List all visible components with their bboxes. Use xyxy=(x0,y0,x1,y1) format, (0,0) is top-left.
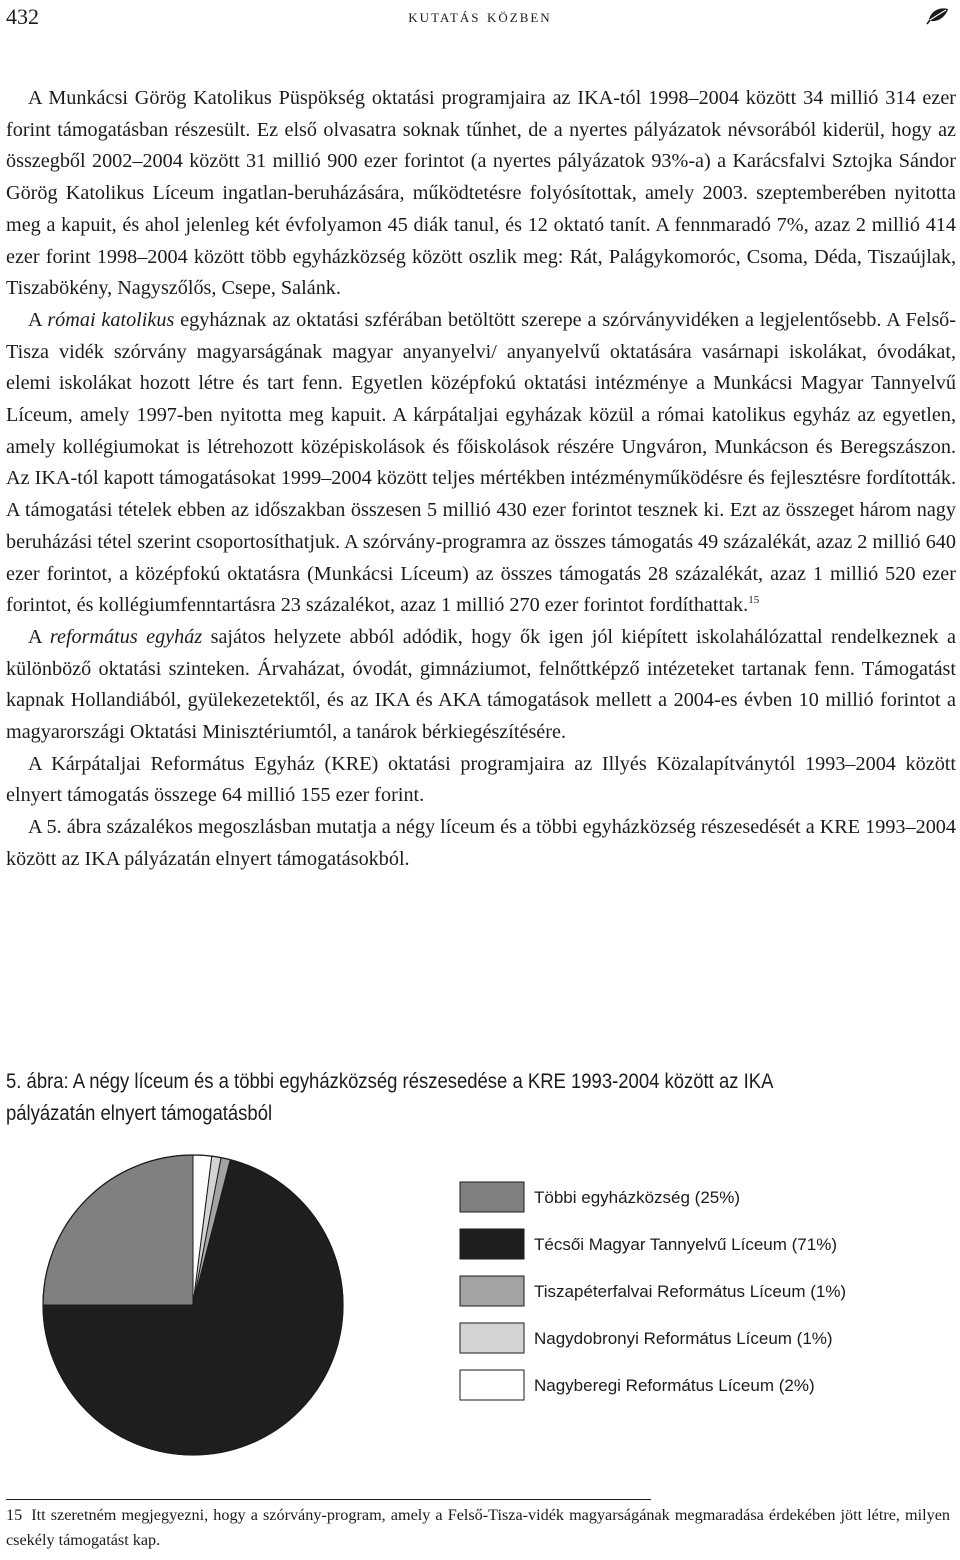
legend-swatch xyxy=(460,1229,524,1259)
paragraph-reformed xyxy=(6,622,956,749)
legend-label: Nagyberegi Református Líceum (2%) xyxy=(534,1376,815,1395)
legend-label: Többi egyházközség (25%) xyxy=(534,1188,741,1207)
paragraph-text: egyháznak az oktatási szférában betöltött szerepe a szórványvidéken a legjelentősebb. A Felső-Tisza vidék szórvány magyarságának magyar anyanyelvi/ anyanyelvű oktatására vasárnapi iskolákat, óvodákat, elemi iskolákat hozott létre és tart fenn. Egyetlen középfokú oktatási intézménye a Munkácsi Magyar Tannyelvű Líceum, amely 1997-ben nyitotta meg kapuit. A kárpátaljai egyházak közül a római katolikus egyház az egyetlen, amely kollégiumokat is létrehozott középiskolások és főiskolások részére Ungváron, Munkácson és Beregszászon. Az IKA-tól kapott támogatásokat 1999–2004 között teljes mértékben intézményműködésre és fejlesztésre fordították. A támogatási tételek ebben az időszakban összesen 5 millió 430 ezer forintot tesznek ki. Ezt az összeget három nagy beruházási tétel szerint csoportosíthatjuk. A szórvány-programra az összes támogatás 49 százalékát, azaz 2 millió 640 ezer forintot, a középfokú oktatásra (Munkácsi Líceum) az összes támogatás 28 százalékát, azaz 1 millió 520 ezer forintot, és kollégiumfenntartásra 23 százalékot, azaz 1 millió 270 ezer forintot fordíthattak. xyxy=(6,308,956,617)
pie-chart xyxy=(0,1140,960,1470)
footnote-divider xyxy=(6,1499,651,1500)
page-header xyxy=(0,0,960,40)
footnote-reference[interactable]: 15 xyxy=(748,594,760,607)
pie-slice xyxy=(43,1155,193,1305)
legend-swatch xyxy=(460,1182,524,1212)
paragraph-text: A xyxy=(28,625,50,648)
article-body xyxy=(6,83,956,876)
running-title: kutatás közben xyxy=(408,6,552,26)
footnote-text: Itt szeretném megjegyezni, hogy a szórvány-program, amely a Felső-Tisza-vidék magyarságának megmaradása érdekében jött létre, milyen csekély támogatást kap. xyxy=(6,1506,951,1549)
figure-caption-line: pályázatán elnyert támogatásból xyxy=(6,1102,273,1125)
paragraph-text: sajátos helyzete abból adódik, hogy ők igen jól kiépített iskolahálózattal rendelkeznek a különböző oktatási szinteken. Árvaházat, óvodát, gimnáziumot, felnőttképző intézeteket tartanak fenn. Támogatást kapnak Hollandiából, gyülekezetektől, és az IKA és AKA támogatások mellett a 2004-es évben 10 millió forintot a magyarországi Oktatási Minisztériumtól, a tanárok bérkiegészítésére. xyxy=(6,625,956,744)
footnote xyxy=(6,1503,950,1553)
legend-label: Tiszapéterfalvai Református Líceum (1%) xyxy=(534,1282,847,1301)
paragraph-text: A xyxy=(28,308,48,331)
chart-legend xyxy=(460,1182,846,1400)
pie-slices xyxy=(43,1155,343,1455)
emphasis-reformed: református egyház xyxy=(49,625,203,648)
legend-swatch xyxy=(460,1276,524,1306)
emphasis-roman-catholic: római katolikus xyxy=(47,308,175,331)
legend-swatch xyxy=(460,1370,524,1400)
legend-swatch xyxy=(460,1323,524,1353)
paragraph-greek-catholic: A Munkácsi Görög Katolikus Püspökség oktatási programjaira az IKA-tól 1998–2004 között 34 millió 314 ezer forint támogatásban részesült. Ez első olvasatra soknak tűnhet, de a nyertes pályázatok névsorából kiderül, hogy az összegből 2002–2004 között 31 millió 900 ezer forintot (a nyertes pályázatok 93%-a) a Karácsfalvi Sztojka Sándor Görög Katolikus Líceum ingatlan-beruházására, működtetésre folyósítottak, amely 2003. szeptemberében nyitotta meg a kapuit, és ahol jelenleg két évfolyamon 45 diák tanul, és 12 oktató tanít. A fennmaradó 7%, azaz 2 millió 414 ezer forint 1998–2004 között több egyházközség között oszlik meg: Rát, Palágykomoróc, Csoma, Déda, Tiszaújlak, Tiszabökény, Nagyszőlős, Csepe, Salánk. xyxy=(6,87,956,300)
footnote-number: 15 xyxy=(6,1506,23,1524)
legend-label: Técsői Magyar Tannyelvű Líceum (71%) xyxy=(534,1235,837,1254)
figure-caption-line: 5. ábra: A négy líceum és a többi egyházközség részesedése a KRE 1993-2004 között az IKA xyxy=(6,1070,774,1093)
paragraph-figure-intro: A 5. ábra százalékos megoszlásban mutatja a négy líceum és a többi egyházközség részesedését a KRE 1993–2004 között az IKA pályázatán elnyert támogatásokból. xyxy=(6,816,956,870)
paragraph-roman-catholic xyxy=(6,305,956,622)
legend-label: Nagydobronyi Református Líceum (1%) xyxy=(534,1329,833,1348)
figure-caption xyxy=(6,1066,798,1130)
paragraph-kre-total: A Kárpátaljai Református Egyház (KRE) oktatási programjaira az Illyés Közalapítványtól 1993–2004 között elnyert támogatás összege 64 millió 155 ezer forint. xyxy=(6,752,956,807)
leaf-ornament-icon xyxy=(926,4,952,26)
page-number: 432 xyxy=(6,4,39,29)
